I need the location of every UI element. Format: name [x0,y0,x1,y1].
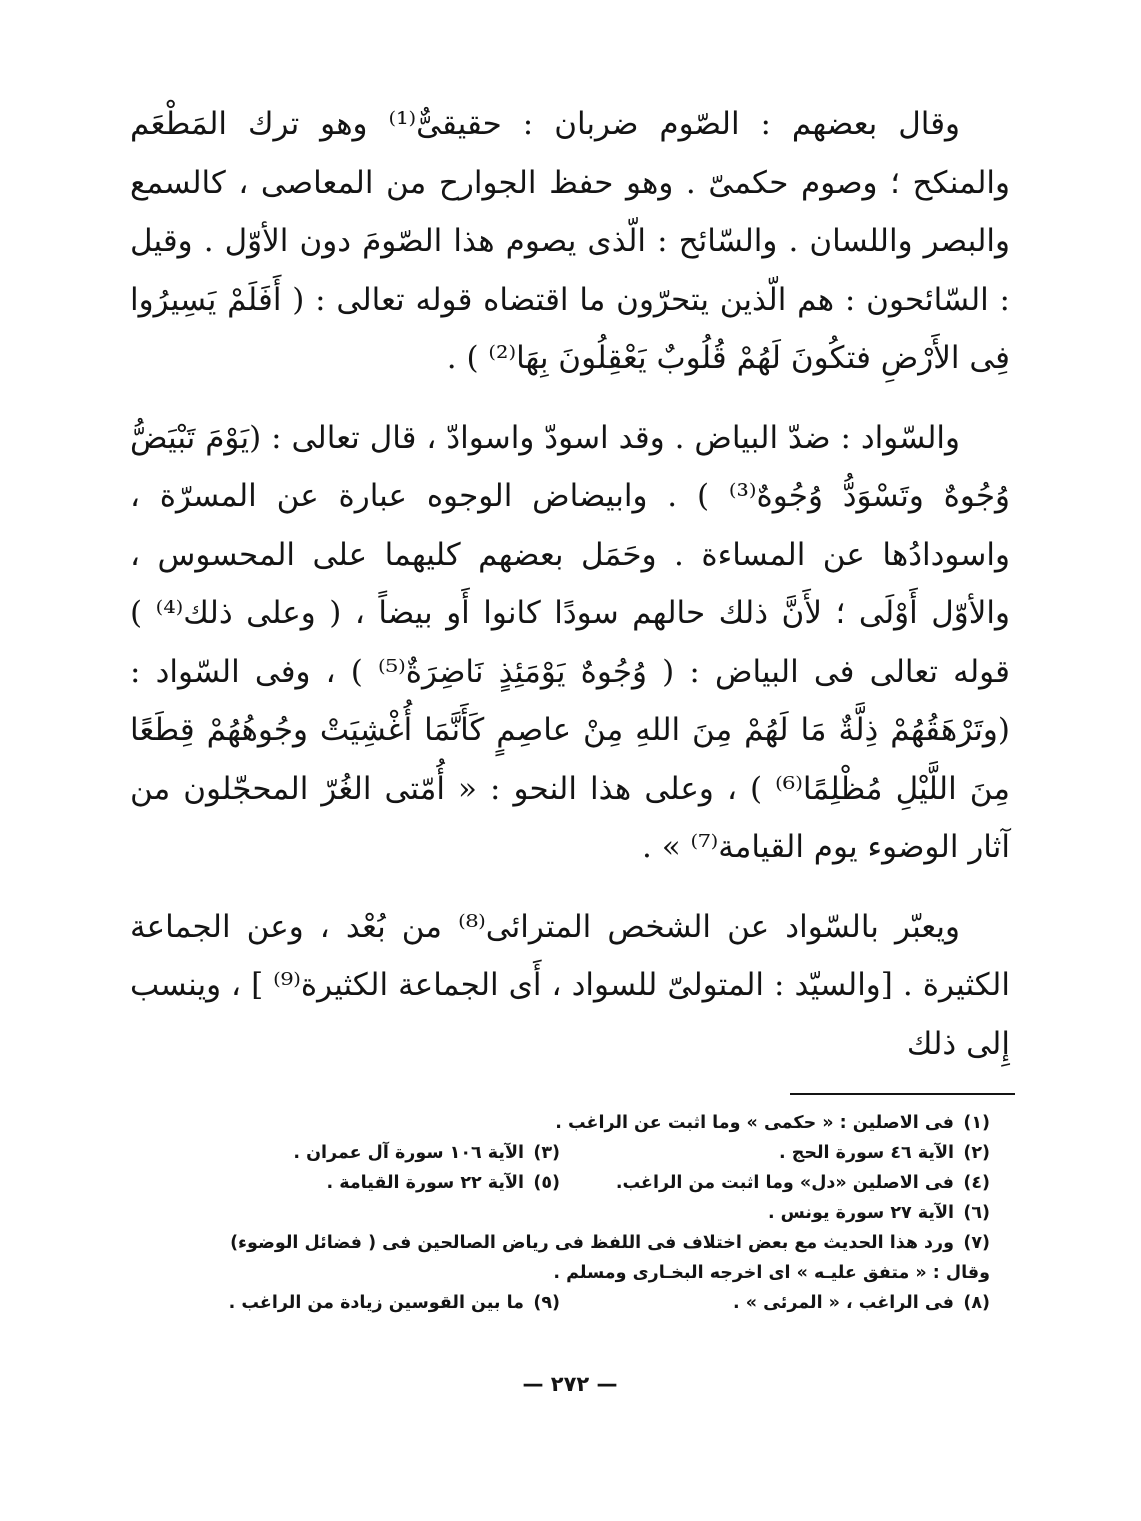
footnote-text: الآية ٢٧ سورة يونس . [767,1203,954,1223]
footnote-text: فى الراغب ، « المرئى » . [732,1293,954,1313]
footnote-line [130,1228,990,1258]
footnote-number: (٧) [963,1233,990,1253]
footnote-cell [560,1138,990,1168]
footnote-text: ورد هذا الحديث مع بعض اختلاف فى اللفظ فى رياض الصالحين فى ( فضائل الوضوء) [230,1233,954,1253]
footnote-continuation: وقال : « متفق عليـه » اى اخرجه البخـارى ومسلم . [553,1263,990,1283]
page-number: — ٢٧٢ — [522,1372,618,1396]
footnote-number: (٤) [963,1173,990,1193]
footnote-line [130,1138,990,1168]
footnote-text: فى الاصلين : « حكمى » وما اثبت عن الراغب . [555,1113,954,1133]
paragraph-blackness: والسّواد : ضدّ البياض . وقد اسودّ واسوادّ ، قال تعالى : (يَوْمَ تَبْيَضُّ وُجُوهٌ وتَسْوَدُّ وُجُوهٌ⁽³⁾ ) . وابيضاض الوجوه عبارة عن المسرّة ، واسودادُها عن المساءة . وحَمَل بعضهم كليهما على المحسوس ، والأوّل أَوْلَى ؛ لأَنَّ ذلك حالهم سودًا كانوا أَو بيضاً ، ( وعلى ذلك⁽⁴⁾ ) قوله تعالى فى البياض : ( وُجُوهٌ يَوْمَئِذٍ نَاضِرَةٌ⁽⁵⁾ ) ، وفى السّواد : (وتَرْهَقُهُمْ ذِلَّةٌ مَا لَهُمْ مِنَ اللهِ مِنْ عاصِمٍ كَأَنَّمَا أُغْشِيَتْ وجُوهُهُمْ قِطَعًا مِنَ اللَّيْلِ مُظْلِمًا⁽⁶⁾ ) ، وعلى هذا النحو : « أُمّتى الغُرّ المحجّلون من آثار الوضوء يوم القيامة⁽⁷⁾ » . [130,419,1011,865]
footnote-text: الآية ١٠٦ سورة آل عمران . [293,1143,524,1163]
footnote-text: الآية ٢٢ سورة القيامة . [326,1173,524,1193]
paragraph-fasting: وقال بعضهم : الصّوم ضربان : حقيقىٌّ⁽¹⁾ وهو ترك المَطْعَم والمنكح ؛ وصوم حكمىّ . وهو حفظ الجوارح من المعاصى ، كالسمع والبصر واللسان . والسّائح : الّذى يصوم هذا الصّومَ دون الأوّل . وقيل : السّائحون : هم الّذين يتحرّون ما اقتضاه قوله تعالى : ( أَفَلَمْ يَسِيرُوا فِى الأَرْضِ فتكُونَ لَهُمْ قُلُوبٌ يَعْقِلُونَ بِهَا⁽²⁾ ) . [130,106,1010,376]
footnote-line [130,1198,990,1228]
footnote-separator [790,1093,1015,1095]
main-text [130,95,1010,1073]
footnote-cell [170,1288,560,1318]
footnote-number: (٨) [963,1293,990,1313]
footnote-number: (١) [963,1113,990,1133]
footnote-number: (٢) [963,1143,990,1163]
footnote-text: ما بين القوسين زيادة من الراغب . [228,1293,524,1313]
footnote-cell [560,1288,990,1318]
footnote-number: (٩) [533,1293,560,1313]
footnote-cell [560,1168,990,1198]
footnote-text: فى الاصلين «دل» وما اثبت من الراغب. [615,1173,954,1193]
footnote-line [130,1258,990,1288]
footnote-line [130,1108,990,1138]
footnote-number: (٣) [533,1143,560,1163]
footnote-text: الآية ٤٦ سورة الحج . [779,1143,954,1163]
footnote-line [130,1288,990,1318]
footnote-number: (٥) [533,1173,560,1193]
footnote-cell [170,1138,560,1168]
footnotes [130,1108,990,1318]
footnote-number: (٦) [963,1203,990,1223]
footnote-line [130,1168,990,1198]
footnote-cell [170,1168,560,1198]
paragraph-multitude: ويعبّر بالسّواد عن الشخص المترائى⁽⁸⁾ من بُعْد ، وعن الجماعة الكثيرة . [والسيّد : المتولىّ للسواد ، أَى الجماعة الكثيرة⁽⁹⁾ ] ، وينسب إِلى ذلك [130,908,1010,1062]
